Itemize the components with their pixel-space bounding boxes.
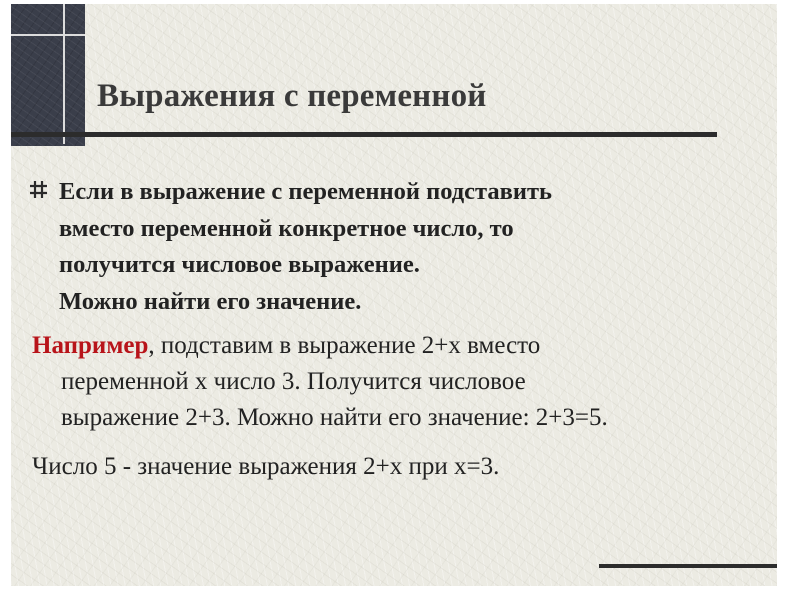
bullet-line: Можно найти его значение. <box>59 287 362 315</box>
bottom-rule <box>599 564 777 568</box>
title-underline <box>11 132 717 137</box>
example-line: переменной х число 3. Получится числовое <box>61 368 526 395</box>
conclusion-text: Число 5 - значение выражения 2+х при х=3. <box>32 453 500 480</box>
corner-vertical-line <box>63 4 65 144</box>
slide-title: Выражения с переменной <box>97 78 487 114</box>
bullet-line: получится числовое выражение. <box>59 251 420 278</box>
bullet-paragraph <box>59 174 739 320</box>
hash-bullet-icon <box>30 181 47 198</box>
example-line <box>32 328 762 364</box>
bullet-line: Если в выражение с переменной подставить <box>59 178 552 205</box>
example-paragraph <box>32 328 762 436</box>
bullet-line: вместо переменной конкретное число, то <box>59 214 514 242</box>
example-highlight: Например <box>32 332 149 359</box>
example-line-text: , подставим в выражение 2+х вместо <box>148 332 541 359</box>
corner-decoration <box>11 4 85 146</box>
corner-horizontal-line <box>11 34 85 36</box>
slide <box>11 4 777 586</box>
example-line: выражение 2+3. Можно найти его значение: 2+3=5. <box>61 404 608 431</box>
